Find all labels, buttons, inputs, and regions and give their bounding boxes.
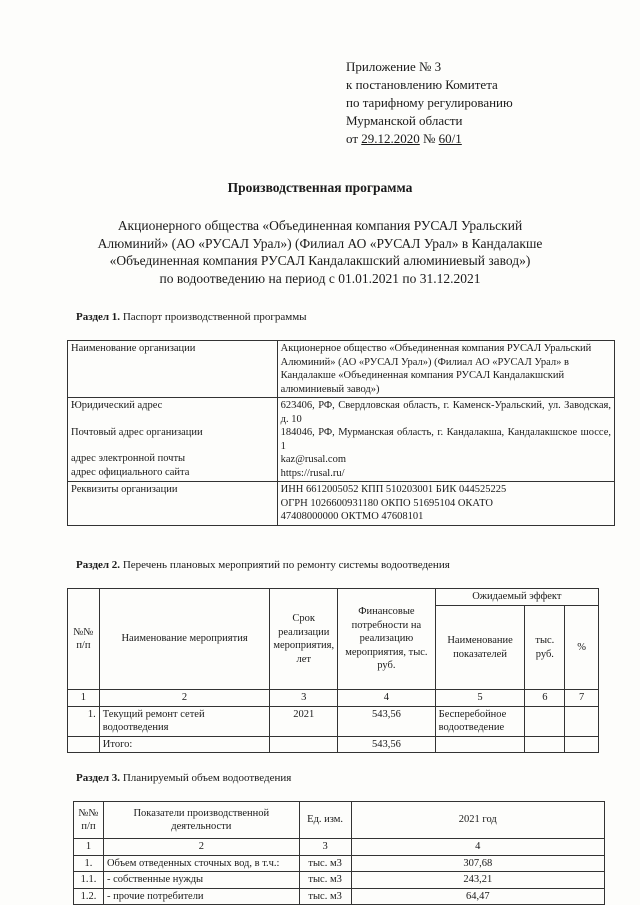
section3-number: Раздел 3. bbox=[76, 772, 121, 784]
column-number-row bbox=[68, 690, 599, 707]
header-year: 2021 год bbox=[351, 802, 604, 839]
appendix-line: к постановлению Комитета bbox=[346, 77, 498, 92]
row-rub bbox=[525, 706, 565, 736]
requisites-line: ИНН 6612005052 КПП 510203001 БИК 044525225 bbox=[280, 484, 507, 495]
legal-address-value: 623406, РФ, Свердловская область, г. Каменск-Уральский, ул. Заводская, д. 10 bbox=[280, 400, 611, 425]
section1-number: Раздел 1. bbox=[76, 311, 121, 323]
header-indicator: Показатели производственной деятельности bbox=[103, 802, 299, 839]
row-num: 1. bbox=[74, 855, 104, 872]
colnum: 2 bbox=[103, 839, 299, 856]
table-row bbox=[68, 398, 615, 482]
appendix-line: Приложение № 3 bbox=[346, 59, 442, 74]
site-label: адрес официального сайта bbox=[71, 466, 190, 478]
section2-title: Перечень плановых мероприятий по ремонту системы водоотведения bbox=[120, 559, 450, 571]
row-name: Объем отведенных сточных вод, в т.ч.: bbox=[103, 855, 299, 872]
row-indicator: Бесперебойное водоотведение bbox=[435, 706, 525, 736]
colnum: 7 bbox=[565, 690, 599, 707]
header-num: №№ п/п bbox=[68, 589, 100, 690]
colnum: 4 bbox=[338, 690, 436, 707]
appendix-date-line bbox=[346, 130, 513, 148]
row-value: 64,47 bbox=[351, 888, 604, 905]
address-values bbox=[277, 398, 614, 482]
header-effect: Ожидаемый эффект bbox=[435, 589, 598, 606]
table-header-row bbox=[68, 589, 599, 606]
total-empty bbox=[435, 736, 525, 753]
email-label: адрес электронной почты bbox=[71, 453, 186, 464]
document-subtitle bbox=[60, 217, 580, 287]
section3-title: Планируемый объем водоотведения bbox=[120, 772, 292, 784]
header-unit: Ед. изм. bbox=[299, 802, 351, 839]
colnum: 5 bbox=[435, 690, 525, 707]
column-number-row bbox=[74, 839, 605, 856]
total-value: 543,56 bbox=[338, 736, 436, 753]
colnum: 3 bbox=[299, 839, 351, 856]
document-title: Производственная программа bbox=[227, 180, 413, 195]
volume-table bbox=[73, 801, 605, 905]
colnum: 2 bbox=[99, 690, 270, 707]
requisites-line: 47408000000 ОКТМО 47608101 bbox=[280, 511, 424, 522]
colnum: 1 bbox=[74, 839, 104, 856]
colnum: 1 bbox=[68, 690, 100, 707]
postal-address-label: Почтовый адрес организации bbox=[71, 426, 203, 438]
postal-address-value: 184046, РФ, Мурманская область, г. Кандалакша, Кандалакшское шоссе, 1 bbox=[280, 427, 611, 452]
row-finance: 543,56 bbox=[338, 706, 436, 736]
row-unit: тыс. м3 bbox=[299, 872, 351, 889]
appendix-from: от bbox=[346, 131, 362, 146]
total-empty bbox=[68, 736, 100, 753]
row-term: 2021 bbox=[270, 706, 338, 736]
row-pct bbox=[565, 706, 599, 736]
colnum: 3 bbox=[270, 690, 338, 707]
table-row bbox=[68, 482, 615, 526]
table-row bbox=[68, 341, 615, 398]
row-name: - прочие потребители bbox=[103, 888, 299, 905]
row-unit: тыс. м3 bbox=[299, 855, 351, 872]
org-label: Наименование организации bbox=[68, 341, 278, 398]
legal-address-label: Юридический адрес bbox=[71, 400, 163, 411]
row-name: Текущий ремонт сетей водоотведения bbox=[99, 706, 270, 736]
passport-table bbox=[67, 340, 615, 526]
header-finance: Финансовые потребности на реализацию мероприятия, тыс. руб. bbox=[338, 589, 436, 690]
subtitle-line: Акционерного общества «Объединенная компания РУСАЛ Уральский bbox=[117, 218, 523, 233]
measures-table bbox=[67, 588, 599, 753]
total-row bbox=[68, 736, 599, 753]
total-label: Итого: bbox=[99, 736, 270, 753]
header-rub: тыс. руб. bbox=[525, 606, 565, 690]
subtitle-line: по водоотведению на период с 01.01.2021 по 31.12.2021 bbox=[159, 270, 481, 286]
row-value: 307,68 bbox=[351, 855, 604, 872]
total-empty bbox=[525, 736, 565, 753]
table-row bbox=[74, 855, 605, 872]
header-term: Срок реализации мероприятия, лет bbox=[270, 589, 338, 690]
section3-heading bbox=[76, 772, 291, 784]
org-value: Акционерное общество «Объединенная компания РУСАЛ Уральский Алюминий» (АО «РУСАЛ Урал») (Филиал АО «РУСАЛ Урал» в Кандалакше «Объединенная компания РУСАЛ Кандалакшский алюминиевый завод») bbox=[277, 341, 614, 398]
email-value: kaz@rusal.com bbox=[280, 454, 346, 465]
appendix-number: 60/1 bbox=[438, 131, 462, 146]
requisites-value bbox=[277, 482, 614, 526]
appendix-line: Мурманской области bbox=[346, 113, 463, 128]
row-name: - собственные нужды bbox=[103, 872, 299, 889]
section2-heading bbox=[76, 559, 450, 571]
table-row bbox=[68, 706, 599, 736]
header-pct: % bbox=[565, 606, 599, 690]
row-value: 243,21 bbox=[351, 872, 604, 889]
row-num: 1.1. bbox=[74, 872, 104, 889]
total-empty bbox=[270, 736, 338, 753]
section1-title: Паспорт производственной программы bbox=[120, 311, 307, 323]
colnum: 6 bbox=[525, 690, 565, 707]
row-num: 1.2. bbox=[74, 888, 104, 905]
table-header-row bbox=[74, 802, 605, 839]
appendix-date: 29.12.2020 bbox=[361, 131, 420, 146]
header-num: №№ п/п bbox=[74, 802, 104, 839]
row-unit: тыс. м3 bbox=[299, 888, 351, 905]
total-empty bbox=[565, 736, 599, 753]
requisites-line: ОГРН 1026600931180 ОКПО 51695104 ОКАТО bbox=[280, 497, 493, 509]
site-value: https://rusal.ru/ bbox=[280, 467, 345, 479]
table-row bbox=[74, 872, 605, 889]
colnum: 4 bbox=[351, 839, 604, 856]
section1-heading bbox=[76, 311, 307, 323]
section2-number: Раздел 2. bbox=[76, 559, 121, 571]
subtitle-line: Алюминий» (АО «РУСАЛ Урал») (Филиал АО «РУСАЛ Урал» в Кандалакше bbox=[97, 235, 543, 251]
header-name: Наименование мероприятия bbox=[99, 589, 270, 690]
header-indicator: Наименование показателей bbox=[435, 606, 525, 690]
address-labels bbox=[68, 398, 278, 482]
subtitle-line: «Объединенная компания РУСАЛ Кандалакшский алюминиевый завод») bbox=[109, 253, 531, 268]
appendix-num-prefix: № bbox=[419, 131, 439, 146]
row-num: 1. bbox=[68, 706, 100, 736]
table-row bbox=[74, 888, 605, 905]
requisites-label: Реквизиты организации bbox=[68, 482, 278, 526]
appendix-line: по тарифному регулированию bbox=[346, 95, 513, 110]
appendix-block bbox=[346, 58, 513, 148]
